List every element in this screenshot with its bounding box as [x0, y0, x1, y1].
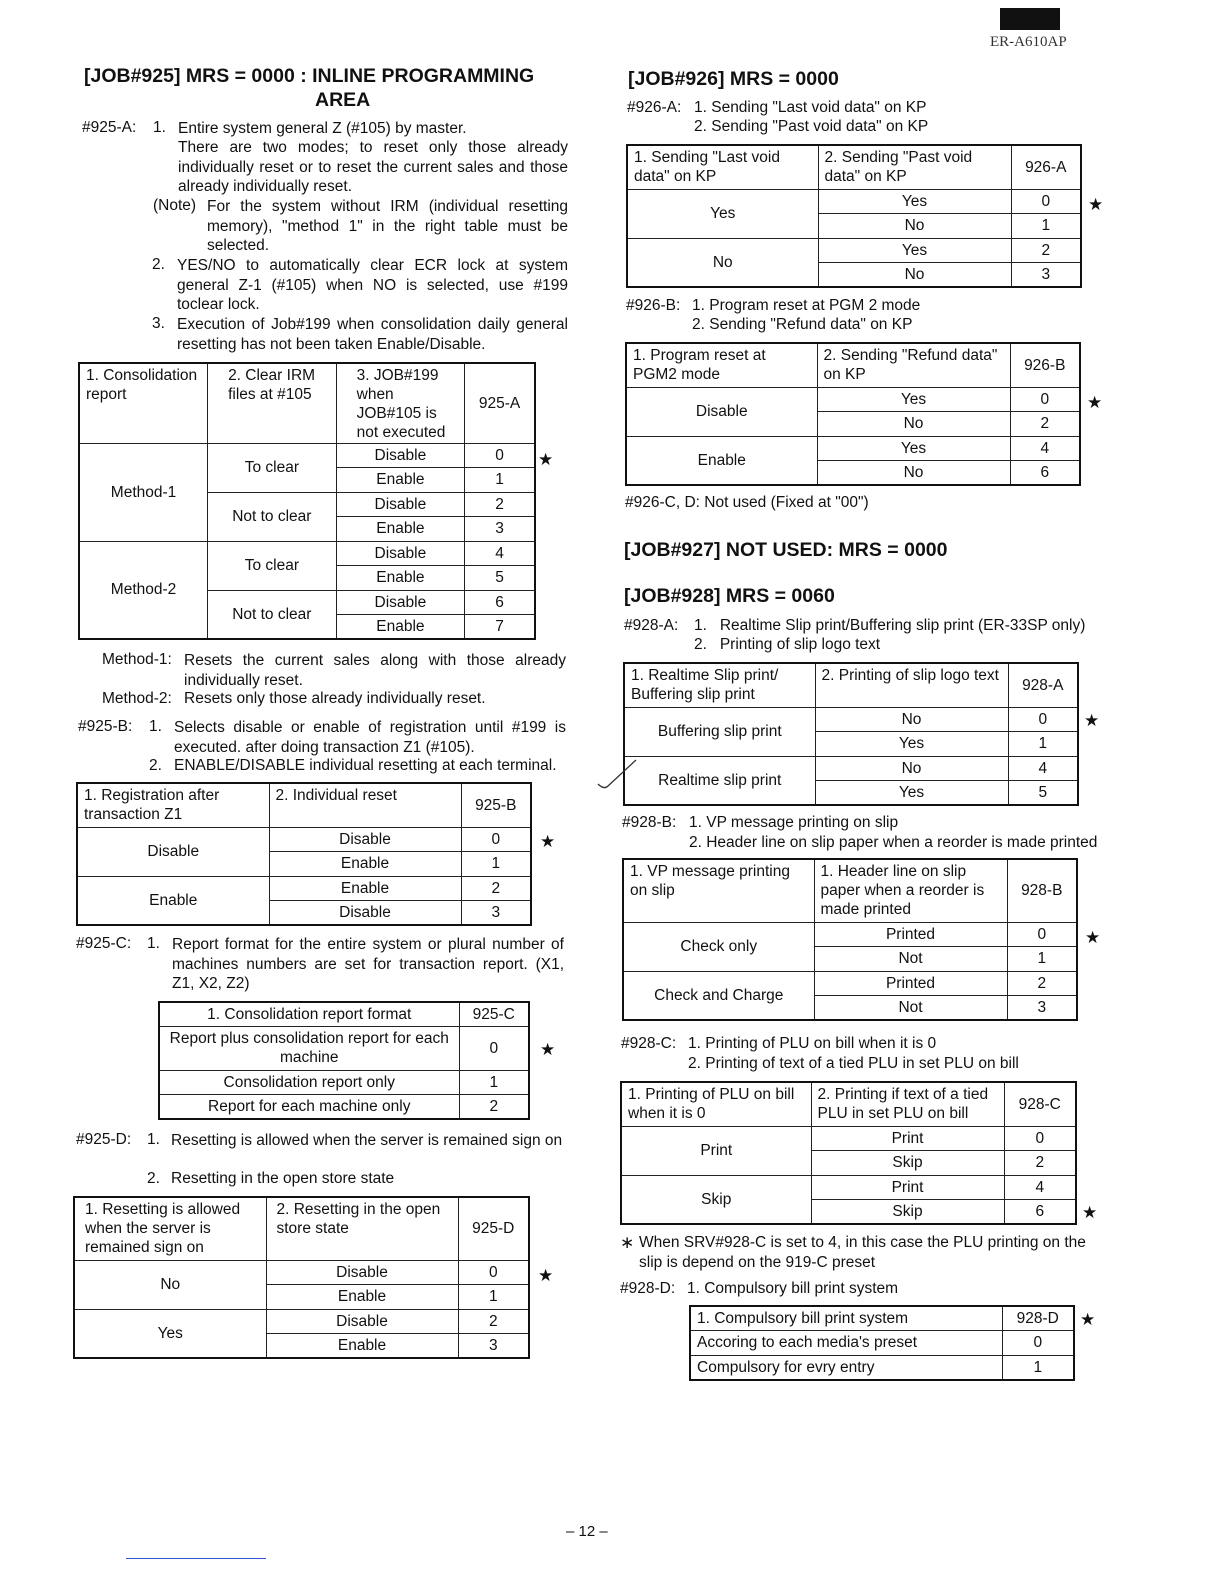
925d-header-2: 2. Resetting in the open store state [266, 1197, 458, 1260]
925a-method1: Method-1 [79, 443, 208, 541]
925b-cell: Disable [269, 827, 461, 852]
925c-label: #925-C: [76, 935, 132, 952]
928a-header-1: 1. Realtime Slip print/ Buffering slip print [624, 663, 815, 707]
925a-value: 2 [465, 492, 535, 517]
header-black-mark [1000, 8, 1060, 30]
925a-value: 3 [465, 517, 535, 542]
928c-header-code: 928-C [1004, 1082, 1076, 1126]
table-928d [689, 1305, 1075, 1381]
table-925d [73, 1196, 530, 1359]
925a-num2: 2. [152, 256, 165, 273]
928b-cell: Not [814, 947, 1007, 972]
926b-cell: Yes [817, 387, 1010, 412]
925c-value: 2 [459, 1095, 529, 1120]
928a-label: #928-A: [624, 617, 679, 634]
928d-item1: 1. Compulsory bill print system [687, 1280, 899, 1297]
925d-num1: 1. [147, 1131, 160, 1148]
default-star-icon: ★ [540, 832, 556, 851]
928d-value: 0 [1002, 1331, 1074, 1356]
job927-title: [JOB#927] NOT USED: MRS = 0000 [624, 539, 948, 561]
928c-value: 4 [1004, 1175, 1076, 1200]
926b-header-1: 1. Program reset at PGM2 mode [626, 343, 817, 387]
925a-value: 7 [465, 615, 535, 640]
928a-realtime: Realtime slip print [624, 756, 815, 805]
928b-item2: 2. Header line on slip paper when a reorder is made printed [689, 834, 1098, 851]
928d-header-1: 1. Compulsory bill print system [690, 1306, 1002, 1331]
925c-row: Report for each machine only [159, 1095, 459, 1120]
default-star-icon: ★ [1087, 393, 1103, 412]
asterisk-icon: ∗ [620, 1233, 635, 1252]
926b-header-code: 926-B [1010, 343, 1080, 387]
925b-num2: 2. [149, 757, 162, 774]
928a-value: 1 [1008, 732, 1078, 757]
928b-label: #928-B: [622, 814, 677, 831]
928a-value: 5 [1008, 781, 1078, 806]
925c-value: 0 [459, 1026, 529, 1070]
job925-title: [JOB#925] MRS = 0000 : INLINE PROGRAMMING [84, 65, 535, 87]
926b-header-2: 2. Sending "Refund data" on KP [817, 343, 1010, 387]
default-star-icon: ★ [1085, 928, 1101, 947]
925b-label: #925-B: [78, 718, 133, 735]
table-928a [623, 662, 1079, 806]
928c-cell: Skip [811, 1151, 1004, 1176]
table-928c [620, 1081, 1077, 1225]
925a-text1: Entire system general Z (#105) by master. [178, 120, 467, 137]
928c-print: Print [621, 1126, 811, 1175]
926a-yes: Yes [627, 189, 818, 238]
925a-cell: Enable [336, 468, 465, 493]
925b-text1: Selects disable or enable of registration until #199 is executed. after doing transaction Z1 (#105). [174, 719, 566, 756]
928c-item1: 1. Printing of PLU on bill when it is 0 [688, 1035, 937, 1052]
925d-cell: Enable [266, 1285, 458, 1310]
928d-row: Compulsory for evry entry [690, 1355, 1002, 1380]
926b-disable: Disable [626, 387, 817, 436]
928c-cell: Print [811, 1126, 1004, 1151]
928b-check-and-charge: Check and Charge [623, 971, 814, 1020]
925c-row: Report plus consolidation report for each machine [159, 1026, 459, 1070]
928c-value: 6 [1004, 1200, 1076, 1225]
928b-value: 0 [1007, 922, 1077, 947]
925c-num1: 1. [147, 935, 160, 952]
925d-text1: Resetting is allowed when the server is remained sign on [171, 1132, 563, 1149]
job928-title: [JOB#928] MRS = 0060 [624, 585, 835, 607]
928c-value: 0 [1004, 1126, 1076, 1151]
925c-text1: Report format for the entire system or plural number of machines numbers are set for transaction report. (X1, Z1, X2, Z2) [172, 936, 564, 992]
925b-enable: Enable [77, 876, 269, 925]
926a-header-1: 1. Sending "Last void data" on KP [627, 145, 818, 189]
table-926b [625, 342, 1081, 486]
checkmark-icon [596, 756, 652, 796]
page-number: – 12 – [566, 1523, 608, 1540]
default-star-icon: ★ [1080, 1310, 1096, 1329]
926b-item1: 1. Program reset at PGM 2 mode [692, 297, 921, 314]
928d-header-code: 928-D [1002, 1306, 1074, 1331]
default-star-icon: ★ [1082, 1203, 1098, 1222]
925a-header-3: 3. JOB#199 when JOB#105 is not executed [336, 363, 465, 443]
928a-item1: 1. Realtime Slip print/Buffering slip print (ER-33SP only) [694, 617, 1086, 634]
925c-row: Consolidation report only [159, 1070, 459, 1095]
926a-cell: No [818, 214, 1011, 239]
926a-header-2: 2. Sending "Past void data" on KP [818, 145, 1011, 189]
928a-value: 0 [1008, 707, 1078, 732]
928c-header-1: 1. Printing of PLU on bill when it is 0 [621, 1082, 811, 1126]
926b-item2: 2. Sending "Refund data" on KP [692, 316, 913, 333]
928a-cell: No [815, 756, 1008, 781]
928a-header-code: 928-A [1008, 663, 1078, 707]
925a-label: #925-A: [82, 119, 137, 136]
925b-header-code: 925-B [461, 783, 531, 827]
926b-value: 6 [1010, 461, 1080, 486]
default-star-icon: ★ [538, 1266, 554, 1285]
method1-text: Resets the current sales along with those already individually reset. [184, 652, 566, 689]
928d-row: Accoring to each media's preset [690, 1331, 1002, 1356]
footer-rule [126, 1558, 266, 1559]
928d-value: 1 [1002, 1355, 1074, 1380]
925a-cell: Disable [336, 590, 465, 615]
928c-label: #928-C: [621, 1035, 677, 1052]
925d-value: 0 [458, 1260, 529, 1285]
925b-disable: Disable [77, 827, 269, 876]
method2-text: Resets only those already individually reset. [184, 690, 486, 707]
928d-label: #928-D: [620, 1280, 676, 1297]
925d-value: 2 [458, 1309, 529, 1334]
925d-num2: 2. [147, 1170, 160, 1187]
925b-cell: Disable [269, 901, 461, 926]
925b-value: 3 [461, 901, 531, 926]
table-928b [622, 858, 1078, 1021]
925d-no: No [74, 1260, 266, 1309]
925a-value: 6 [465, 590, 535, 615]
926b-value: 2 [1010, 412, 1080, 437]
926a-value: 3 [1011, 263, 1081, 288]
job926-title: [JOB#926] MRS = 0000 [628, 68, 839, 90]
928c-value: 2 [1004, 1151, 1076, 1176]
928b-value: 1 [1007, 947, 1077, 972]
925d-text2: Resetting in the open store state [171, 1170, 395, 1187]
925b-header-1: 1. Registration after transaction Z1 [77, 783, 269, 827]
928a-header-2: 2. Printing of slip logo text [815, 663, 1008, 707]
925d-cell: Enable [266, 1334, 458, 1359]
925a-value: 4 [465, 541, 535, 566]
925d-header-code: 925-D [458, 1197, 529, 1260]
928a-cell: No [815, 707, 1008, 732]
926a-label: #926-A: [627, 99, 682, 116]
925a-cell: Disable [336, 443, 465, 468]
925a-note-label: (Note) [153, 197, 197, 214]
928c-footnote: When SRV#928-C is set to 4, in this case the PLU printing on the slip is depend on the 919-C preset [639, 1234, 1086, 1271]
926b-value: 4 [1010, 436, 1080, 461]
928b-cell: Not [814, 996, 1007, 1021]
925a-cell: Enable [336, 517, 465, 542]
job925-title-2: AREA [315, 89, 371, 111]
default-star-icon: ★ [540, 1040, 556, 1059]
925a-note: For the system without IRM (individual resetting memory), "method 1" in the right table must be selected. [207, 198, 568, 254]
928a-cell: Yes [815, 781, 1008, 806]
928a-buffering: Buffering slip print [624, 707, 815, 756]
table-925c [158, 1001, 530, 1120]
926a-cell: No [818, 263, 1011, 288]
925a-m1-toclear: To clear [208, 443, 337, 492]
926a-value: 2 [1011, 238, 1081, 263]
925a-value: 5 [465, 566, 535, 591]
925d-yes: Yes [74, 1309, 266, 1358]
925d-header-1: 1. Resetting is allowed when the server is remained sign on [74, 1197, 266, 1260]
925a-text2: YES/NO to automatically clear ECR lock at system general Z-1 (#105) when NO is selected, use #199 toclear lock. [177, 257, 568, 313]
928b-header-1: 1. VP message printing on slip [623, 859, 814, 922]
925b-value: 2 [461, 876, 531, 901]
926a-cell: Yes [818, 238, 1011, 263]
925d-cell: Disable [266, 1309, 458, 1334]
925a-text3: Execution of Job#199 when consolidation daily general resetting has not been taken Enable/Disable. [177, 316, 568, 353]
926a-cell: Yes [818, 189, 1011, 214]
926a-header-code: 926-A [1011, 145, 1081, 189]
928a-item2: 2. Printing of slip logo text [694, 636, 881, 653]
925a-method2: Method-2 [79, 541, 208, 639]
928c-cell: Skip [811, 1200, 1004, 1225]
925b-num1: 1. [149, 718, 162, 735]
926a-value: 0 [1011, 189, 1081, 214]
default-star-icon: ★ [1088, 195, 1104, 214]
table-926a [626, 144, 1082, 288]
926b-enable: Enable [626, 436, 817, 485]
928c-skip: Skip [621, 1175, 811, 1224]
925a-cell: Enable [336, 615, 465, 640]
928b-item1: 1. VP message printing on slip [689, 814, 899, 831]
928b-cell: Printed [814, 922, 1007, 947]
925a-num3: 3. [152, 315, 165, 332]
925b-value: 0 [461, 827, 531, 852]
926cd-note: #926-C, D: Not used (Fixed at "00") [625, 494, 869, 511]
925a-value: 1 [465, 468, 535, 493]
default-star-icon: ★ [538, 450, 554, 469]
925b-header-2: 2. Individual reset [269, 783, 461, 827]
925a-cell: Disable [336, 541, 465, 566]
928b-value: 2 [1007, 971, 1077, 996]
925a-m2-toclear: To clear [208, 541, 337, 590]
928c-cell: Print [811, 1175, 1004, 1200]
table-925a [78, 362, 536, 640]
928b-header-code: 928-B [1007, 859, 1077, 922]
925c-header-code: 925-C [459, 1002, 529, 1026]
925d-value: 3 [458, 1334, 529, 1359]
925a-header-code: 925-A [465, 363, 535, 443]
928b-check-only: Check only [623, 922, 814, 971]
925b-text2: ENABLE/DISABLE individual resetting at each terminal. [174, 757, 557, 774]
925d-cell: Disable [266, 1260, 458, 1285]
926b-value: 0 [1010, 387, 1080, 412]
925b-value: 1 [461, 852, 531, 877]
928b-header-2: 1. Header line on slip paper when a reorder is made printed [814, 859, 1007, 922]
925b-cell: Enable [269, 876, 461, 901]
model-number: ER-A610AP [990, 34, 1067, 50]
925a-m2-nottoclear: Not to clear [208, 590, 337, 639]
926b-label: #926-B: [626, 297, 681, 314]
928b-cell: Printed [814, 971, 1007, 996]
928a-value: 4 [1008, 756, 1078, 781]
925a-cell: Enable [336, 566, 465, 591]
925c-header-1: 1. Consolidation report format [159, 1002, 459, 1026]
928a-cell: Yes [815, 732, 1008, 757]
926b-cell: No [817, 412, 1010, 437]
928c-item2: 2. Printing of text of a tied PLU in set PLU on bill [688, 1055, 1019, 1072]
method1-label: Method-1: [102, 651, 172, 668]
method2-label: Method-2: [102, 690, 172, 707]
925b-cell: Enable [269, 852, 461, 877]
926b-cell: Yes [817, 436, 1010, 461]
925a-cell: Disable [336, 492, 465, 517]
925a-header-1: 1. Consolidation report [79, 363, 208, 443]
925a-m1-nottoclear: Not to clear [208, 492, 337, 541]
925c-value: 1 [459, 1070, 529, 1095]
926a-value: 1 [1011, 214, 1081, 239]
925a-value: 0 [465, 443, 535, 468]
925d-label: #925-D: [76, 1131, 132, 1148]
926a-item1: 1. Sending "Last void data" on KP [694, 99, 927, 116]
925a-header-2: 2. Clear IRM files at #105 [208, 363, 337, 443]
928b-value: 3 [1007, 996, 1077, 1021]
table-925b [76, 782, 532, 926]
926b-cell: No [817, 461, 1010, 486]
928c-header-2: 2. Printing if text of a tied PLU in set PLU on bill [811, 1082, 1004, 1126]
925d-value: 1 [458, 1285, 529, 1310]
default-star-icon: ★ [1084, 711, 1100, 730]
925a-num1: 1. [153, 119, 166, 136]
925a-text1b: There are two modes; to reset only those already individually reset or to reset the current sales and those already individually reset. [178, 139, 568, 195]
926a-item2: 2. Sending "Past void data" on KP [694, 118, 929, 135]
926a-no: No [627, 238, 818, 287]
